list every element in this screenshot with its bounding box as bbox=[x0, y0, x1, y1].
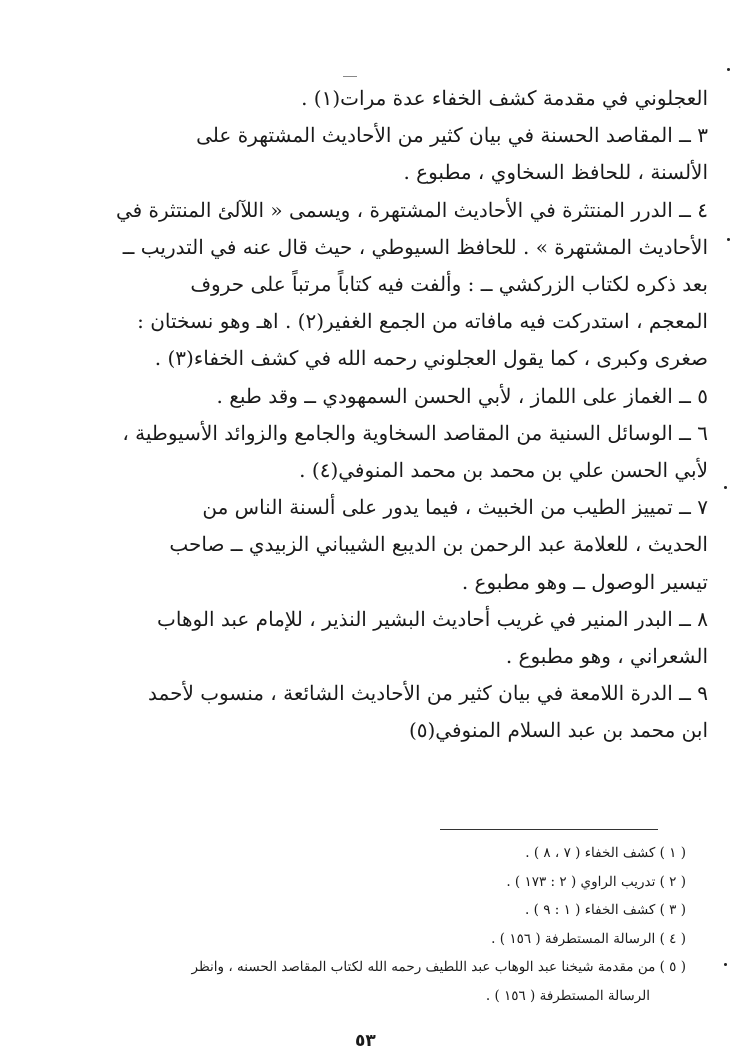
margin-dot bbox=[724, 486, 727, 489]
margin-dot bbox=[724, 963, 727, 966]
list-item-4-line: صغرى وكبرى ، كما يقول العجلوني رحمه الله في كشف الخفاء(٣) . bbox=[154, 346, 708, 371]
list-item-4-line: الأحاديث المشتهرة » . للحافظ السيوطي ، حيث قال عنه في التدريب ــ bbox=[122, 234, 708, 259]
list-item-4-line: بعد ذكره لكتاب الزركشي ــ : وألفت فيه كتاباً مرتباً على حروف bbox=[190, 272, 708, 297]
list-item-3-line: ٣ ــ المقاصد الحسنة في بيان كثير من الأحاديث المشتهرة على bbox=[196, 123, 708, 148]
footnote-5-continuation: الرسالة المستطرفة ( ١٥٦ ) . bbox=[485, 987, 650, 1004]
list-item-8-line: الشعراني ، وهو مطبوع . bbox=[505, 644, 708, 669]
footnote-2: ( ٢ ) تدريب الراوي ( ٢ : ١٧٣ ) . bbox=[506, 873, 686, 890]
footnote-1: ( ١ ) كشف الخفاء ( ٧ ، ٨ ) . bbox=[525, 845, 686, 861]
list-item-9-line: ابن محمد بن عبد السلام المنوفي(٥) bbox=[408, 718, 708, 743]
list-item-6-line: ٦ ــ الوسائل السنية من المقاصد السخاوية والجامع والزوائد الأسيوطية ، bbox=[122, 420, 708, 445]
footnote-4: ( ٤ ) الرسالة المستطرفة ( ١٥٦ ) . bbox=[491, 930, 686, 947]
list-item-4-line: ٤ ــ الدرر المنتثرة في الأحاديث المشتهرة ، ويسمى « اللآلئ المنتثرة في bbox=[115, 197, 708, 222]
footnotes-block bbox=[80, 839, 686, 1010]
footnote-divider bbox=[440, 829, 658, 830]
list-item-6-line: لأبي الحسن علي بن محمد بن محمد المنوفي(٤) . bbox=[299, 458, 708, 483]
footnote-3: ( ٣ ) كشف الخفاء ( ١ : ٩ ) . bbox=[525, 902, 686, 918]
list-item-7-line: تيسير الوصول ــ وهو مطبوع . bbox=[461, 569, 708, 594]
list-item-7-line: ٧ ــ تمييز الطيب من الخبيث ، فيما يدور على ألسنة الناس من bbox=[202, 495, 708, 520]
page-number: ٥٣ bbox=[355, 1031, 376, 1051]
main-text-block bbox=[88, 80, 708, 750]
list-item-3-line: الألسنة ، للحافظ السخاوي ، مطبوع . bbox=[403, 160, 708, 185]
list-item-4-line: المعجم ، استدركت فيه مافاته من الجمع الغفير(٢) . اهـ وهو نسختان : bbox=[137, 309, 708, 334]
list-item-8-line: ٨ ــ البدر المنير في غريب أحاديث البشير النذير ، للإمام عبد الوهاب bbox=[157, 606, 708, 631]
list-item-7-line: الحديث ، للعلامة عبد الرحمن بن الديبع الشيباني الزبيدي ــ صاحب bbox=[169, 532, 708, 557]
list-item-9-line: ٩ ــ الدرة اللامعة في بيان كثير من الأحاديث الشائعة ، منسوب لأحمد bbox=[148, 681, 708, 706]
list-item-5-line: ٥ ــ الغماز على اللماز ، لأبي الحسن السمهودي ــ وقد طبع . bbox=[216, 383, 708, 408]
scan-mark bbox=[343, 76, 357, 77]
text-line: العجلوني في مقدمة كشف الخفاء عدة مرات(١) . bbox=[301, 86, 708, 110]
footnote-5: ( ٥ ) من مقدمة شيخنا عبد الوهاب عبد اللطيف رحمه الله لكتاب المقاصد الحسنه ، وانظر bbox=[191, 959, 686, 975]
